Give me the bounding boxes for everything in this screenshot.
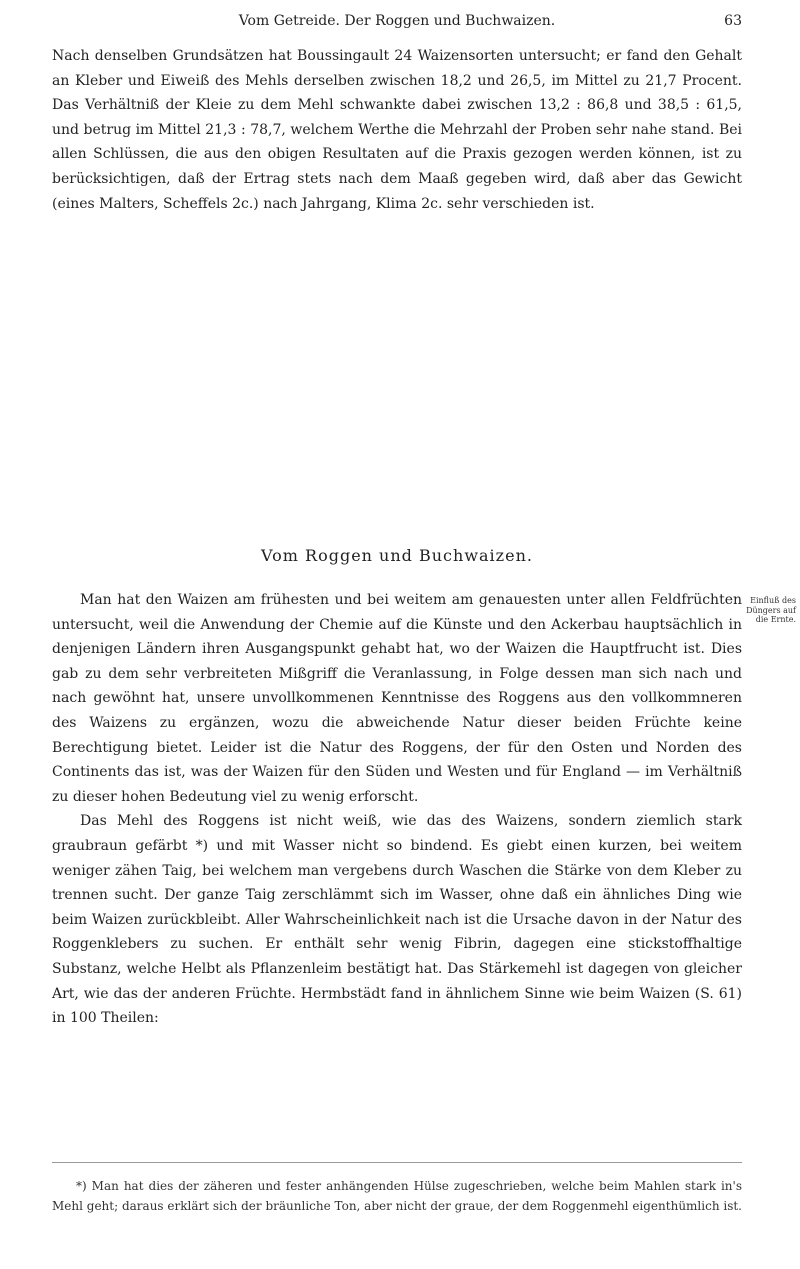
page-number: 63 bbox=[724, 13, 742, 29]
footnote bbox=[52, 1176, 742, 1216]
paragraph: Nach denselben Grundsätzen hat Boussingault 24 Waizensorten untersucht; er fand den Gehalt an Kleber und Eiweiß des Mehls derselben zwischen 18,2 und 26,5, im Mittel zu 21,7 Procent. Das Verhältniß der Kleie zu dem Mehl schwankte dabei zwischen 13,2 : 86,8 und 38,5 : 61,5, und betrug im Mittel 21,3 : 78,7, welchem Werthe die Mehrzahl der Proben sehr nahe stand. Bei allen Schlüssen, die aus den obigen Resultaten auf die Praxis gezogen werden können, ist zu berücksichtigen, daß der Ertrag stets nach dem Maaß gegeben wird, daß aber das Gewicht (eines Malters, Scheffels 2c.) nach Jahrgang, Klima 2c. sehr verschieden ist. bbox=[52, 48, 742, 212]
margin-note bbox=[744, 596, 796, 625]
footnote-text: *) Man hat dies der zäheren und fester anhängenden Hülse zugeschrieben, welche beim Mahlen stark in's Mehl geht; daraus erklärt sich der bräunliche Ton, aber nicht der graue, der dem Roggenmehl eigenthümlich ist. bbox=[52, 1179, 742, 1213]
running-head: Vom Getreide. Der Roggen und Buchwaizen. bbox=[238, 13, 556, 29]
margin-note-line: Einfluß des bbox=[750, 596, 796, 605]
page-header bbox=[52, 6, 742, 36]
body-text-top bbox=[52, 44, 742, 216]
margin-note-line: Düngers auf bbox=[746, 605, 796, 615]
paragraph: Das Mehl des Roggens ist nicht weiß, wie das des Waizens, sondern ziemlich stark graubraun gefärbt *) und mit Wasser nicht so bindend. Es giebt einen kurzen, bei weitem weniger zähen Taig, bei welchem man vergebens durch Waschen die Stärke von dem Kleber zu trennen sucht. Der ganze Taig zerschlämmt sich im Wasser, ohne daß ein ähnliches Ding wie beim Waizen zurückbleibt. Aller Wahrscheinlichkeit nach ist die Ursache davon in der Natur des Roggenklebers zu suchen. Er enthält sehr wenig Fibrin, dagegen eine stickstoffhaltige Substanz, welche Helbt als Pflanzenleim bestätigt hat. Das Stärkemehl ist dagegen von gleicher Art, wie das der anderen Früchte. Hermbstädt fand in ähnlichem Sinne wie beim Waizen (S. 61) in 100 Theilen: bbox=[52, 813, 742, 1027]
section-title: Vom Roggen und Buchwaizen. bbox=[261, 546, 533, 565]
body-text-bottom bbox=[52, 588, 742, 1031]
margin-note-line: die Ernte. bbox=[755, 615, 796, 624]
footnote-divider bbox=[52, 1162, 742, 1163]
paragraph: Man hat den Waizen am frühesten und bei weitem am genauesten unter allen Feldfrüchten untersucht, weil die Anwendung der Chemie auf die Künste und den Ackerbau hauptsächlich in denjenigen Ländern ihren Ausgangspunkt gehabt hat, wo der Waizen die Hauptfrucht ist. Dies gab zu dem sehr verbreiteten Mißgriff die Veranlassung, in Folge dessen man sich nach und nach gewöhnt hat, unsere unvollkommenen Kenntnisse des Roggens aus den vollkommneren des Waizens zu ergänzen, wozu die abweichende Natur dieser beiden Früchte keine Berechtigung bietet. Leider ist die Natur des Roggens, der für den Osten und Norden des Continents das ist, was der Waizen für den Süden und Westen und für England — im Verhältniß zu dieser hohen Bedeutung viel zu wenig erforscht. bbox=[52, 592, 742, 805]
